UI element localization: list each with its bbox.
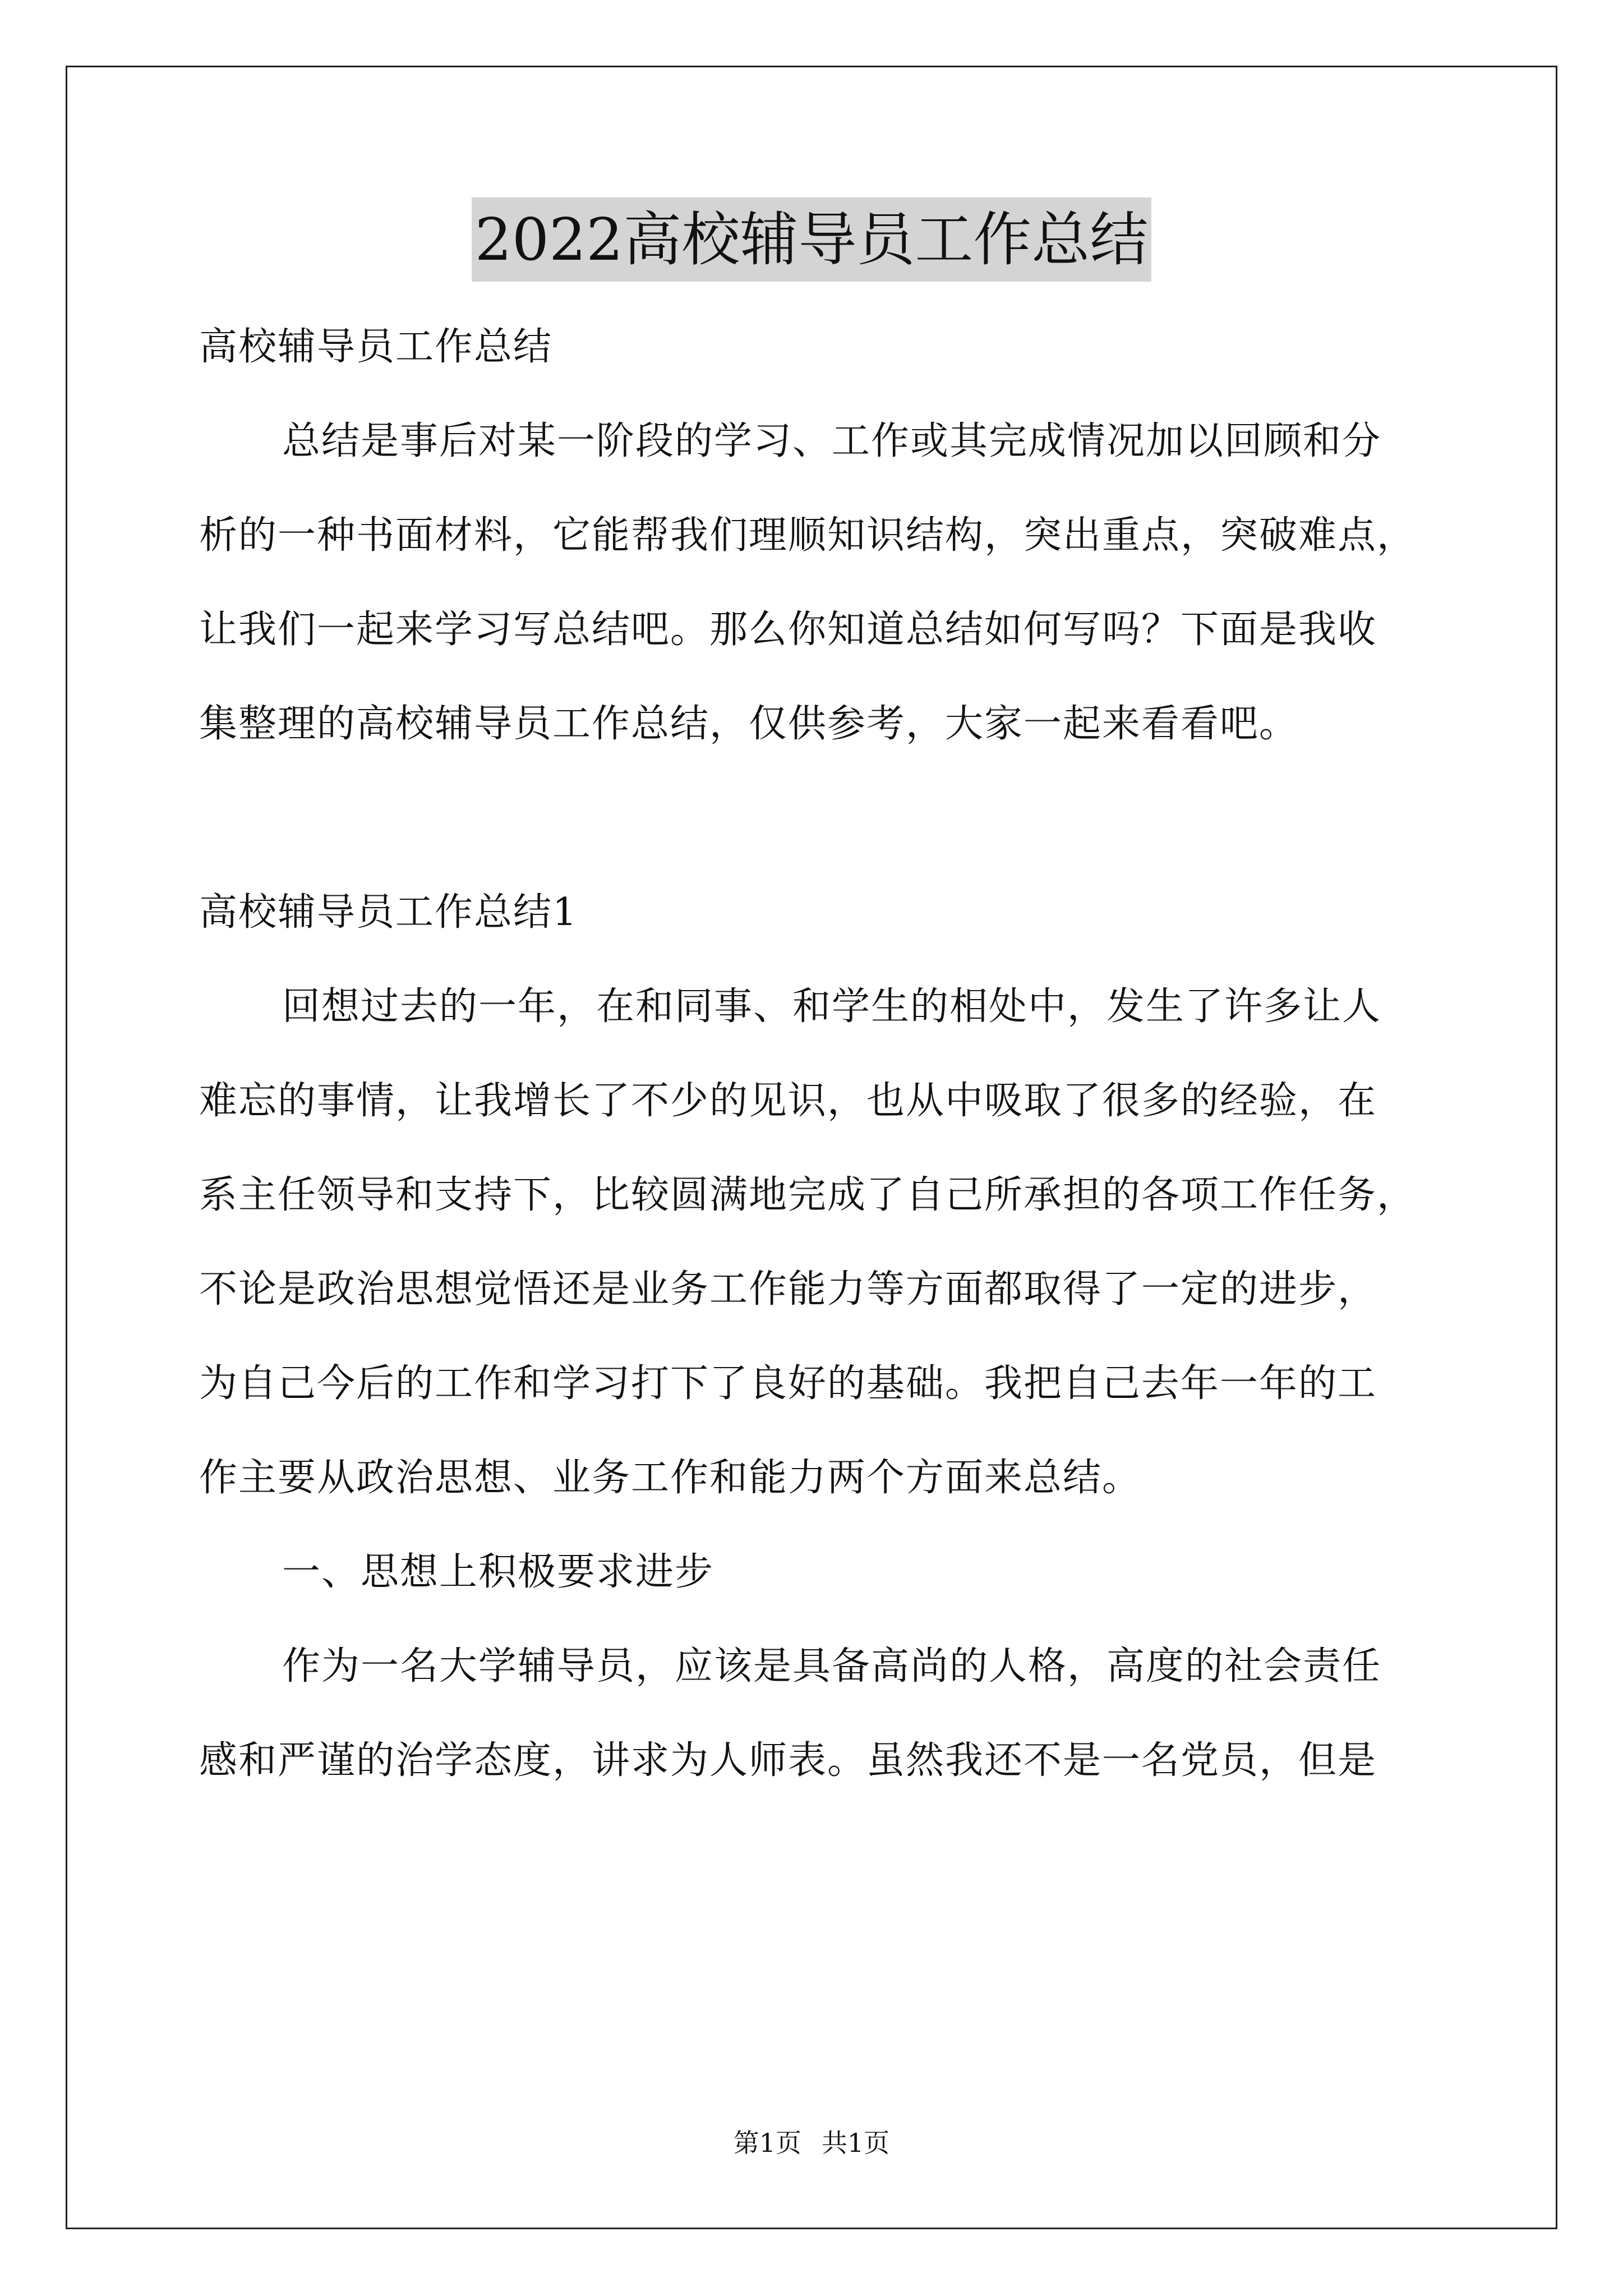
section-line: 回想过去的一年，在和同事、和学生的相处中，发生了许多让人: [282, 984, 1382, 1029]
title-container: [0, 197, 1623, 282]
intro-line: 总结是事后对某一阶段的学习、工作或其完成情况加以回顾和分: [282, 419, 1382, 463]
section-heading: 高校辅导员工作总结1: [199, 890, 578, 935]
section-line: 作主要从政治思想、业务工作和能力两个方面来总结。: [199, 1456, 1142, 1500]
document-subtitle: 高校辅导员工作总结: [199, 325, 553, 369]
point-heading: 一、思想上积极要求进步: [282, 1550, 714, 1594]
point-line: 感和严谨的治学态度，讲求为人师表。虽然我还不是一名党员，但是: [199, 1738, 1377, 1783]
section-line: 为自己今后的工作和学习打下了良好的基础。我把自己去年一年的工: [199, 1361, 1377, 1406]
section-line: 不论是政治思想觉悟还是业务工作能力等方面都取得了一定的进步，: [199, 1267, 1377, 1312]
intro-line: 析的一种书面材料，它能帮我们理顺知识结构，突出重点，突破难点，: [199, 513, 1417, 558]
intro-line: 集整理的高校辅导员工作总结，仅供参考，大家一起来看看吧。: [199, 702, 1299, 746]
paragraph-gap: [199, 771, 1450, 866]
section-line: 难忘的事情，让我增长了不少的见识，也从中吸取了很多的经验，在: [199, 1079, 1377, 1123]
intro-line: 让我们一起来学习写总结吧。那么你知道总结如何写吗？下面是我收: [199, 608, 1377, 652]
document-title: 2022高校辅导员工作总结: [472, 197, 1152, 282]
page-number: 第1页: [733, 2128, 801, 2158]
page-footer: [0, 2126, 1623, 2160]
point-line: 作为一名大学辅导员，应该是具备高尚的人格，高度的社会责任: [282, 1644, 1382, 1688]
page-total: 共1页: [822, 2128, 890, 2158]
document-body: [199, 300, 1450, 1808]
section-line: 系主任领导和支持下，比较圆满地完成了自己所承担的各项工作任务，: [199, 1173, 1417, 1217]
